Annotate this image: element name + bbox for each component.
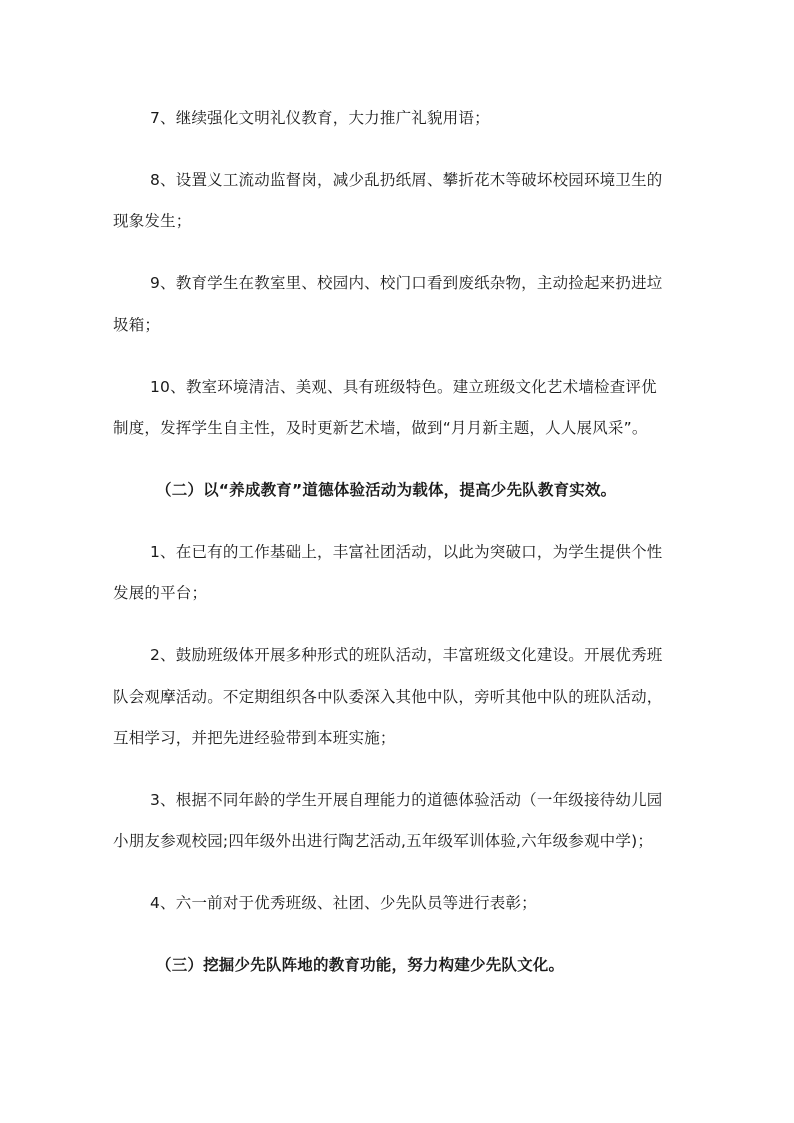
section-3-heading: （三）挖掘少先队阵地的教育功能，努力构建少先队文化。 [156, 956, 565, 974]
paragraph-s2-item-4-line-1: 4、六一前对于优秀班级、社团、少先队员等进行表彰； [150, 894, 537, 912]
paragraph-item-9-line-2: 圾箱； [113, 316, 161, 334]
paragraph-s2-item-2-line-3: 互相学习，并把先进经验带到本班实施； [113, 729, 396, 747]
paragraph-item-8-line-2: 现象发生； [113, 212, 192, 230]
paragraph-item-7-line-1: 7、继续强化文明礼仪教育，大力推广礼貌用语； [150, 109, 490, 127]
paragraph-item-10-line-2: 制度，发挥学生自主性，及时更新艺术墙，做到“月月新主题，人人展风采”。 [113, 419, 648, 437]
paragraph-item-8-line-1: 8、设置义工流动监督岗，减少乱扔纸屑、攀折花木等破坏校园环境卫生的 [150, 171, 663, 189]
paragraph-s2-item-2-line-2: 队会观摩活动。不定期组织各中队委深入其他中队，旁听其他中队的班队活动， [113, 688, 663, 706]
paragraph-s2-item-3-line-1: 3、根据不同年龄的学生开展自理能力的道德体验活动（一年级接待幼儿园 [150, 791, 663, 809]
paragraph-item-9-line-1: 9、教育学生在教室里、校园内、校门口看到废纸杂物，主动捡起来扔进垃 [150, 274, 663, 292]
paragraph-s2-item-3-line-2: 小朋友参观校园;四年级外出进行陶艺活动,五年级军训体验,六年级参观中学)； [113, 832, 654, 850]
paragraph-item-10-line-1: 10、教室环境清洁、美观、具有班级特色。建立班级文化艺术墙检查评优 [150, 378, 657, 396]
section-2-heading: （二）以“养成教育”道德体验活动为载体，提高少先队教育实效。 [156, 481, 617, 499]
paragraph-s2-item-1-line-1: 1、在已有的工作基础上，丰富社团活动，以此为突破口，为学生提供个性 [150, 543, 663, 561]
paragraph-s2-item-2-line-1: 2、鼓励班级体开展多种形式的班队活动，丰富班级文化建设。开展优秀班 [150, 646, 663, 664]
paragraph-s2-item-1-line-2: 发展的平台； [113, 584, 208, 602]
